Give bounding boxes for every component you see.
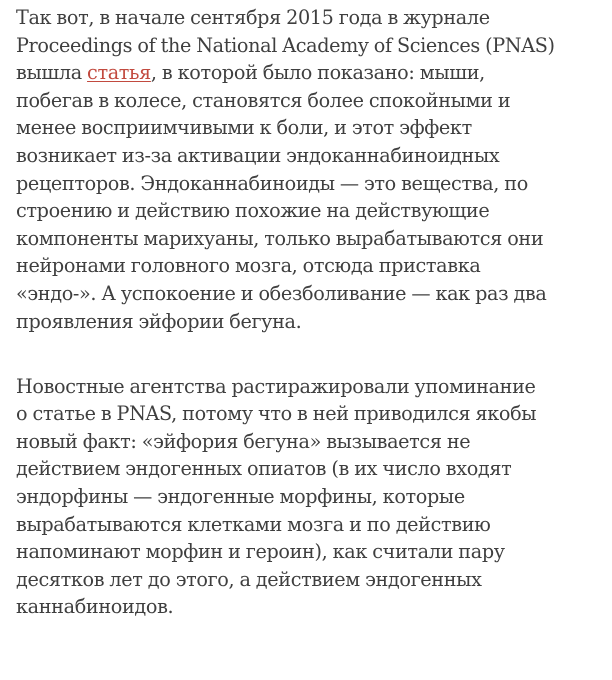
article-link[interactable]: статья	[87, 61, 151, 85]
paragraph-line: вырабатываются клетками мозга и по действию	[16, 512, 491, 536]
line-text-before-link: вышла	[16, 61, 88, 85]
line-text-after-link: , в которой было показано: мыши,	[150, 61, 485, 85]
paragraph-line: Proceedings of the National Academy of Sciences (PNAS)	[16, 33, 555, 57]
paragraph-line: действием эндогенных опиатов (в их число входят	[16, 457, 512, 481]
paragraph-line: о статье в PNAS, потому что в ней приводился якобы	[16, 402, 537, 426]
paragraph-line: компоненты марихуаны, только вырабатываются они	[16, 226, 544, 250]
paragraph-line: возникает из-за активации эндоканнабиноидных	[16, 143, 500, 167]
paragraph-line: эндорфины — эндогенные морфины, которые	[16, 485, 465, 508]
paragraph-line: «эндо-». А успокоение и обезболивание — как раз два	[16, 281, 547, 305]
article-paragraph-2	[16, 373, 608, 621]
paragraph-line: рецепторов. Эндоканнабиноиды — это вещества, по	[16, 171, 528, 195]
paragraph-line-with-link	[16, 59, 608, 87]
paragraph-line: нейронами головного мозга, отсюда приставка	[16, 254, 481, 278]
paragraph-line: побегав в колесе, становятся более спокойными и	[16, 88, 511, 112]
paragraph-line: напоминают морфин и героин), как считали пару	[16, 540, 505, 564]
article-body	[16, 4, 608, 621]
paragraph-line: менее восприимчивыми к боли, и этот эффект	[16, 116, 472, 140]
paragraph-line: проявления эйфории бегуна.	[16, 309, 302, 333]
article-paragraph-1	[16, 4, 608, 335]
paragraph-line: десятков лет до этого, а действием эндогенных	[16, 567, 482, 591]
paragraph-line: каннабиноидов.	[16, 595, 174, 619]
paragraph-line: строению и действию похожие на действующие	[16, 199, 490, 223]
paragraph-line: Так вот, в начале сентября 2015 года в журнале	[16, 6, 490, 29]
paragraph-line: Новостные агентства растиражировали упоминание	[16, 374, 536, 398]
paragraph-line: новый факт: «эйфория бегуна» вызывается не	[16, 429, 471, 453]
